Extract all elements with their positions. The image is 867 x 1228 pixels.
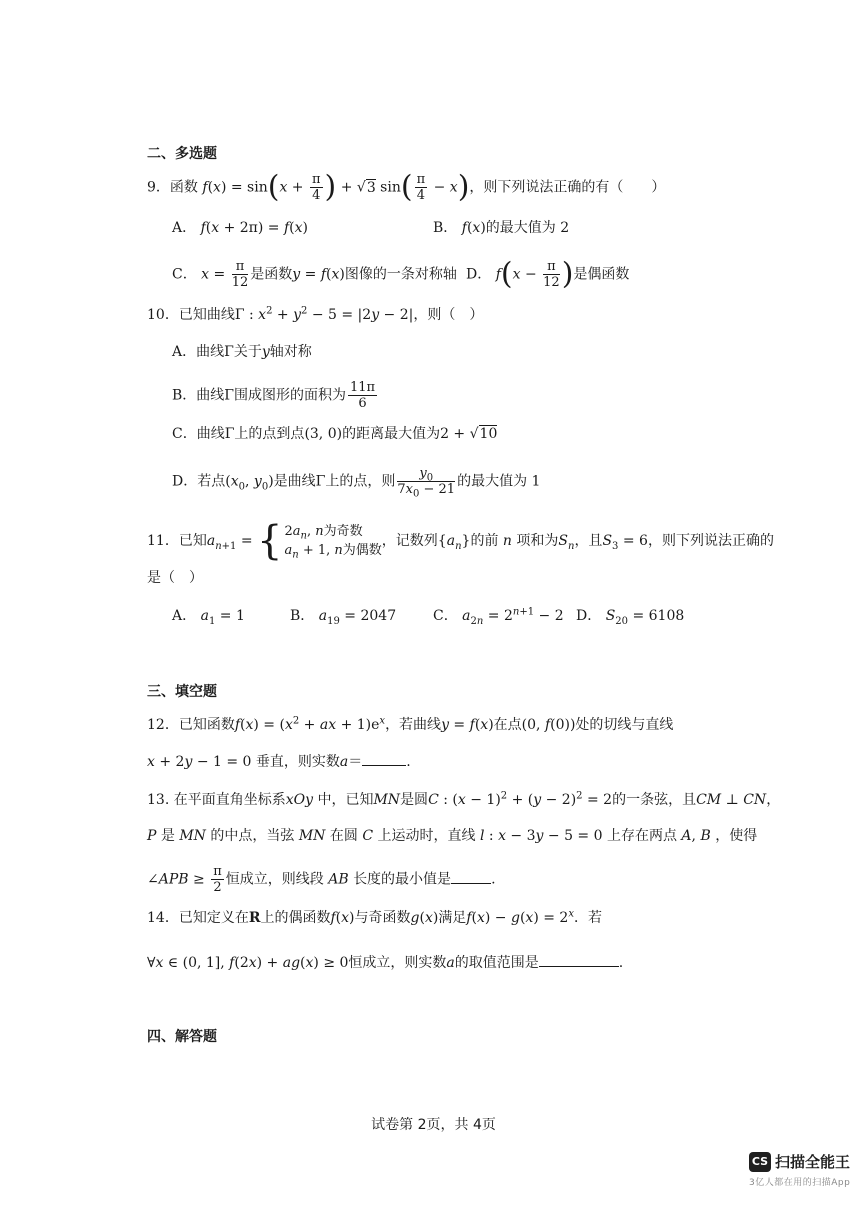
question-10-option-a: A．曲线Γ关于y轴对称 (172, 344, 312, 360)
question-10-stem: 10．已知曲线Γ : $x^2 + y^2 - 5 = |2y - 2|$，则（ ） (147, 305, 484, 323)
question-14-stem: 14．已知定义在R上的偶函数f(x)与奇函数g(x)满足$f(x) - g(x) = 2^x$．若 (147, 908, 602, 926)
question-9-stem: 9．函数 f(x) = sin(x + $\frac{\pi}{4}$ ) + √3 sin( $\frac{\pi}{4}$ − x)，则下列说法正确的有（ ） (147, 169, 666, 205)
question-11-option-a: A． $a_1 = 1$ (172, 608, 245, 627)
question-12-stem: 12．已知函数$f(x) = (x^2$ + ax + $1)e^x$，若曲线y = f(x)在点(0, f(0))处的切线与直线 (147, 715, 674, 733)
piecewise-definition: { $2a_n$, n为奇数 $a_n + 1$, n为偶数 (257, 518, 382, 564)
question-13-stem-cont: P 是 MN 的中点，当弦 MN 在圆 C 上运动时，直线 l : x − 3y − 5 = 0 上存在两点 A, B ，使得 (147, 828, 758, 844)
question-9-option-b: B． f(x)的最大值为 2 (433, 220, 570, 236)
question-14-stem-cont: ∀x ∈ (0, 1], f(2x) + ag(x) ≥ 0恒成立，则实数a的取值范围是 . (147, 952, 623, 973)
question-11-option-d: D． $S_{20} = 6108$ (576, 608, 685, 627)
section-heading-fill-blank: 三、填空题 (147, 684, 217, 700)
watermark-brand: 扫描全能王 (775, 1153, 851, 1171)
question-9-option-a: A． f(x + 2π) = f(x) (172, 220, 309, 236)
watermark-tagline: 3亿人都在用的扫描App (749, 1178, 851, 1188)
question-9-option-d: D． f(x − $\frac{\pi}{12}$ )是偶函数 (466, 256, 630, 292)
question-13-stem-cont2: ∠APB ≥ $\frac{\pi}{2}$ 恒成立，则线段 AB 长度的最小值是 . (147, 864, 496, 895)
page-footer: 试卷第 2页，共 4页 (371, 1117, 496, 1133)
question-11-stem: 11．已知$a_{n+1}$ = { $2a_n$, n为奇数 $a_n + 1$, n为偶数 ，记数列$\{a_n\}$的前 n 项和为$S_n$，且$S_3 = 6$，则下列说法正确的 (147, 518, 774, 564)
question-10-option-b: B．曲线Γ围成图形的面积为 $\frac{11\pi}{6}$ (172, 380, 376, 411)
question-11-stem-cont: 是（ ） (147, 570, 203, 586)
question-13-stem: 13. 在平面直角坐标系xOy 中，已知MN是圆C : $(x - 1)^2 + (y - 2)^2 = 2$的一条弦，且CM ⊥ CN， (147, 790, 781, 808)
question-10-option-c: C．曲线Γ上的点到点(3, 0)的距离最大值为2 + √10 (172, 426, 498, 442)
section-heading-multi-choice: 二、多选题 (147, 146, 217, 162)
answer-blank-12[interactable] (362, 751, 406, 766)
question-10-option-d: D．若点($x_0$, $y_0$)是曲线Γ上的点，则 $\frac{y_0}{7x_0 - 21}$ 的最大值为 1 (172, 466, 541, 500)
answer-blank-14[interactable] (539, 952, 619, 967)
question-11-option-b: B． $a_{19} = 2047$ (290, 608, 397, 627)
question-12-stem-cont: x + 2y − 1 = 0 垂直，则实数a＝ . (147, 751, 411, 772)
camscanner-watermark (749, 1150, 861, 1200)
question-11-option-c: C． $a_{2n} = 2^{n+1} - 2$ (433, 606, 564, 627)
answer-blank-13[interactable] (451, 869, 491, 884)
section-heading-answer: 四、解答题 (147, 1029, 217, 1045)
cs-logo-icon: CS (749, 1152, 771, 1172)
question-9-option-c: C． x = $\frac{\pi}{12}$ 是函数y = f(x)图像的一条对称轴 (172, 259, 457, 290)
